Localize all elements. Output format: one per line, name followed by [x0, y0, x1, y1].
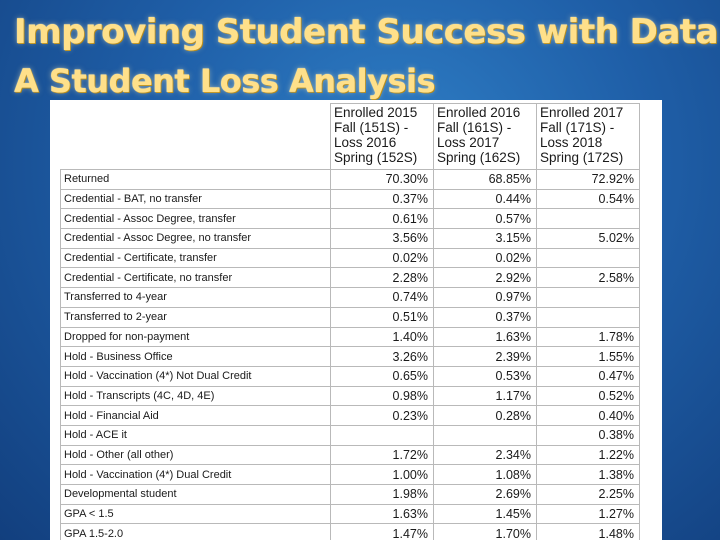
table-row — [61, 445, 640, 465]
value-cell: 0.51% — [331, 307, 434, 327]
value-cell: 1.38% — [537, 465, 640, 485]
value-cell: 0.65% — [331, 366, 434, 386]
value-cell: 0.37% — [331, 189, 434, 209]
value-cell: 0.02% — [434, 248, 537, 268]
value-cell: 0.61% — [331, 209, 434, 229]
table-row — [61, 189, 640, 209]
value-cell: 3.26% — [331, 347, 434, 367]
value-cell: 1.63% — [434, 327, 537, 347]
row-label: Credential - Certificate, no transfer — [61, 268, 331, 288]
table-row — [61, 524, 640, 540]
table-row — [61, 288, 640, 308]
value-cell: 1.55% — [537, 347, 640, 367]
table-row — [61, 229, 640, 249]
value-cell: 1.17% — [434, 386, 537, 406]
row-label: Transferred to 4-year — [61, 288, 331, 308]
row-label: Credential - BAT, no transfer — [61, 189, 331, 209]
row-label: Hold - Transcripts (4C, 4D, 4E) — [61, 386, 331, 406]
table-row — [61, 347, 640, 367]
table-row — [61, 170, 640, 190]
header-blank-cell — [61, 104, 331, 170]
row-label: GPA < 1.5 — [61, 504, 331, 524]
value-cell: 0.53% — [434, 366, 537, 386]
value-cell: 0.52% — [537, 386, 640, 406]
value-cell — [434, 425, 537, 445]
value-cell: 1.98% — [331, 485, 434, 505]
value-cell: 1.72% — [331, 445, 434, 465]
value-cell: 70.30% — [331, 170, 434, 190]
value-cell: 1.47% — [331, 524, 434, 540]
value-cell: 1.08% — [434, 465, 537, 485]
value-cell: 1.22% — [537, 445, 640, 465]
value-cell: 0.47% — [537, 366, 640, 386]
value-cell — [537, 307, 640, 327]
value-cell: 0.57% — [434, 209, 537, 229]
value-cell: 0.37% — [434, 307, 537, 327]
value-cell: 3.56% — [331, 229, 434, 249]
row-label: Transferred to 2-year — [61, 307, 331, 327]
value-cell: 0.23% — [331, 406, 434, 426]
value-cell: 2.58% — [537, 268, 640, 288]
value-cell: 2.25% — [537, 485, 640, 505]
value-cell: 1.78% — [537, 327, 640, 347]
value-cell: 0.40% — [537, 406, 640, 426]
row-label: Credential - Assoc Degree, no transfer — [61, 229, 331, 249]
slide-title: Improving Student Success with Data — [14, 12, 718, 52]
spreadsheet-image — [50, 100, 662, 540]
value-cell: 0.44% — [434, 189, 537, 209]
table-row — [61, 425, 640, 445]
table-row — [61, 268, 640, 288]
column-header-2017: Enrolled 2017 Fall (171S) - Loss 2018 Spring (172S) — [537, 104, 640, 170]
row-label: Credential - Certificate, transfer — [61, 248, 331, 268]
value-cell: 1.70% — [434, 524, 537, 540]
column-header-2015: Enrolled 2015 Fall (151S) - Loss 2016 Spring (152S) — [331, 104, 434, 170]
value-cell: 0.97% — [434, 288, 537, 308]
table-row — [61, 504, 640, 524]
value-cell: 0.54% — [537, 189, 640, 209]
value-cell: 0.74% — [331, 288, 434, 308]
value-cell: 68.85% — [434, 170, 537, 190]
table-header-row — [61, 104, 640, 170]
student-loss-table — [60, 103, 640, 540]
table-row — [61, 366, 640, 386]
table-row — [61, 406, 640, 426]
row-label: Returned — [61, 170, 331, 190]
table-row — [61, 465, 640, 485]
table-row — [61, 307, 640, 327]
row-label: Dropped for non-payment — [61, 327, 331, 347]
value-cell: 72.92% — [537, 170, 640, 190]
value-cell: 1.00% — [331, 465, 434, 485]
value-cell: 2.39% — [434, 347, 537, 367]
row-label: Developmental student — [61, 485, 331, 505]
row-label: Hold - Vaccination (4*) Dual Credit — [61, 465, 331, 485]
value-cell: 0.02% — [331, 248, 434, 268]
value-cell: 1.27% — [537, 504, 640, 524]
column-header-2016: Enrolled 2016 Fall (161S) - Loss 2017 Spring (162S) — [434, 104, 537, 170]
value-cell: 2.28% — [331, 268, 434, 288]
value-cell: 0.98% — [331, 386, 434, 406]
value-cell — [537, 248, 640, 268]
row-label: Credential - Assoc Degree, transfer — [61, 209, 331, 229]
row-label: Hold - Vaccination (4*) Not Dual Credit — [61, 366, 331, 386]
value-cell: 2.69% — [434, 485, 537, 505]
value-cell — [331, 425, 434, 445]
table-row — [61, 485, 640, 505]
slide-subtitle: A Student Loss Analysis — [14, 62, 435, 100]
table-row — [61, 209, 640, 229]
value-cell: 1.45% — [434, 504, 537, 524]
row-label: Hold - Financial Aid — [61, 406, 331, 426]
value-cell: 1.40% — [331, 327, 434, 347]
value-cell: 1.48% — [537, 524, 640, 540]
row-label: Hold - Other (all other) — [61, 445, 331, 465]
value-cell: 5.02% — [537, 229, 640, 249]
value-cell: 2.34% — [434, 445, 537, 465]
row-label: GPA 1.5-2.0 — [61, 524, 331, 540]
value-cell: 1.63% — [331, 504, 434, 524]
table-row — [61, 327, 640, 347]
row-label: Hold - Business Office — [61, 347, 331, 367]
table-row — [61, 386, 640, 406]
value-cell — [537, 288, 640, 308]
table-body — [61, 170, 640, 540]
value-cell: 3.15% — [434, 229, 537, 249]
value-cell: 0.28% — [434, 406, 537, 426]
value-cell — [537, 209, 640, 229]
value-cell: 0.38% — [537, 425, 640, 445]
table-row — [61, 248, 640, 268]
value-cell: 2.92% — [434, 268, 537, 288]
row-label: Hold - ACE it — [61, 425, 331, 445]
